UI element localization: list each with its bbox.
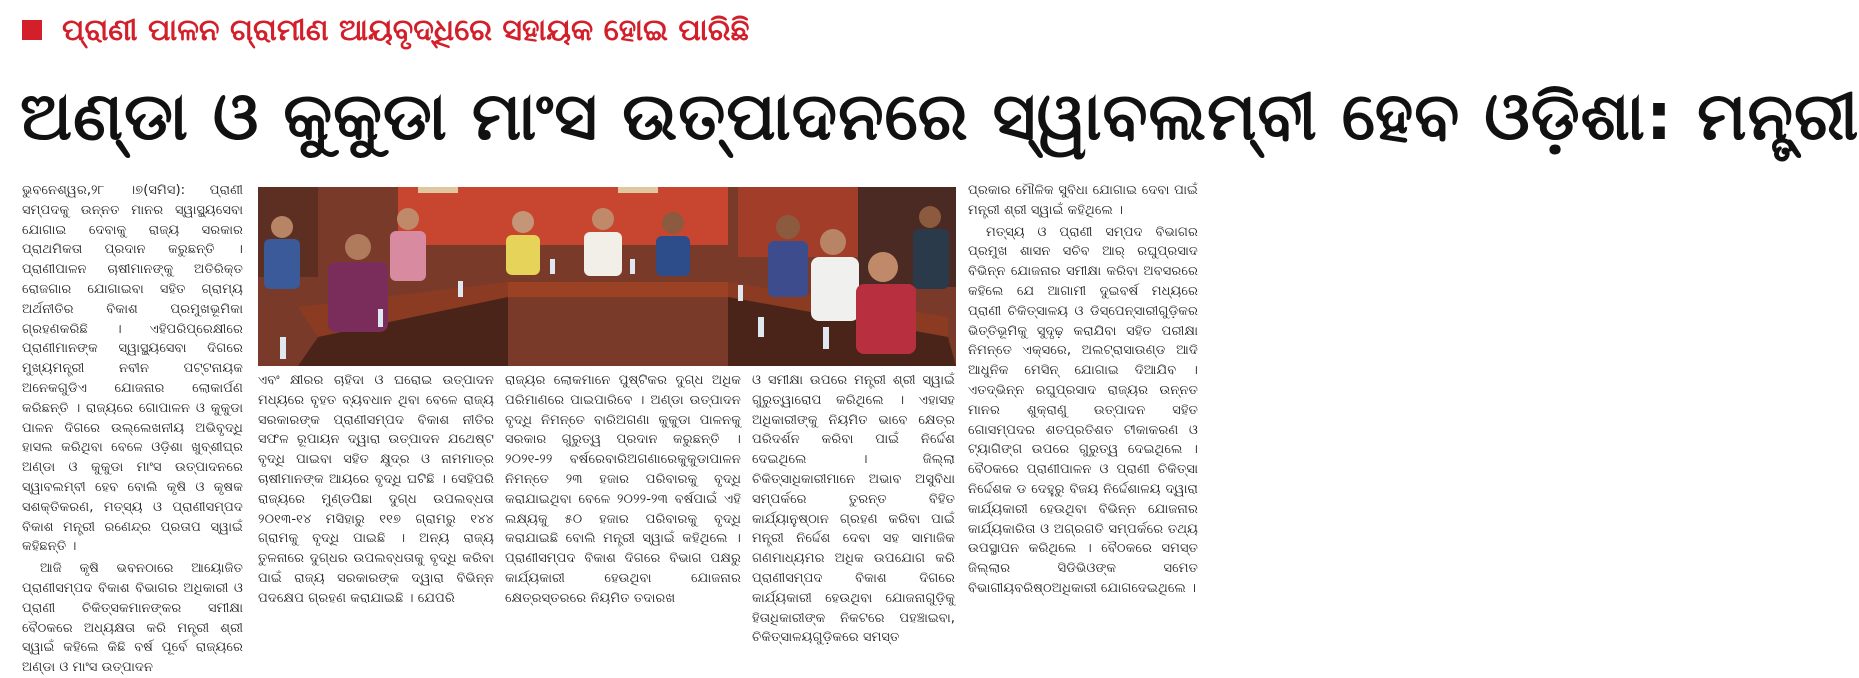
kicker <box>22 6 1202 54</box>
kicker-bullet-icon <box>22 20 42 40</box>
paragraph: ଆଜି କୃଷି ଭବନଠାରେ ଆୟୋଜିତ ପ୍ରାଣୀସମ୍ପଦ ବିକାଶ ବିଭାଗର ଅଧିକାରୀ ଓ ପ୍ରାଣୀ ଚିକିତ୍ସକମାନଙ୍କର ସମୀକ୍ଷା ବୈଠକରେ ଅଧ୍ୟକ୍ଷତା କରି ମନ୍ତ୍ରୀ ଶ୍ରୀ ସ୍ୱାଇଁ କହିଲେ କିଛି ବର୍ଷ ପୂର୍ବେ ରାଜ୍ୟରେ ଅଣ୍ଡା ଓ ମାଂସ ଉତ୍ପାଦନ <box>22 561 243 676</box>
article-column-1 <box>22 181 243 676</box>
headline: ଅଣ୍ଡା ଓ କୁକୁଡା ମାଂସ ଉତ୍ପାଦନରେ ସ୍ୱାବଲମ୍ବୀ ହେବ ଓଡ଼ିଶା: ମନ୍ତ୍ରୀ <box>20 78 1859 155</box>
meeting-photo-illustration <box>258 187 956 366</box>
meeting-photo <box>258 187 956 366</box>
article-column-3 <box>505 371 741 640</box>
article-column-5 <box>968 181 1198 640</box>
article-column-2 <box>258 371 494 640</box>
article-column-4 <box>752 371 955 646</box>
kicker-text: ପ୍ରାଣୀ ପାଳନ ଗ୍ରାମୀଣ ଆୟବୃଦ୍ଧିରେ ସହାୟକ ହୋଇ ପାରିଛି <box>62 12 750 48</box>
paragraph: ଓ ସମୀକ୍ଷା ଉପରେ ମନ୍ତ୍ରୀ ଶ୍ରୀ ସ୍ୱାଇଁ ଗୁରୁତ୍ୱାରୋପ କରିଥିଲେ । ଏହାସହ ଅଧିକାରୀଙ୍କୁ ନିୟମିତ ଭାବେ କ୍ଷେତ୍ର ପରିଦର୍ଶନ କରିବା ପାଇଁ ନିର୍ଦ୍ଦେଶ ଦେଇଥିଲେ । ଜିଲ୍ଲା ଚିକିତ୍ସାଧିକାରୀମାନେ ଅଭାବ ଅସୁବିଧା ସମ୍ପର୍କରେ ତୁରନ୍ତ ବିହିତ କାର୍ଯ୍ୟାନୁଷ୍ଠାନ ଗ୍ରହଣ କରିବା ପାଇଁ ମନ୍ତ୍ରୀ ନିର୍ଦ୍ଦେଶ ଦେବା ସହ ସାମାଜିକ ଗଣମାଧ୍ୟମର ଅଧିକ ଉପଯୋଗ କରି ପ୍ରାଣୀସମ୍ପଦ ବିକାଶ ଦିଗରେ କାର୍ଯ୍ୟକାରୀ ହେଉଥିବା ଯୋଜନାଗୁଡ଼ିକୁ ହିତାଧିକାରୀଙ୍କ ନିକଟରେ ପହଞ୍ଚାଇବା, ଚିକିତ୍ସାଳୟଗୁଡ଼ିକରେ ସମସ୍ତ <box>752 373 955 646</box>
paragraph: ଭୁବନେଶ୍ୱର,୨୮ ।୭(ସମିସ): ପ୍ରାଣୀ ସମ୍ପଦକୁ ଉନ୍ନତ ମାନର ସ୍ୱାସ୍ଥ୍ୟସେବା ଯୋଗାଇ ଦେବାକୁ ରାଜ୍ୟ ସରକାର ପ୍ରାଥମିକତା ପ୍ରଦାନ କରୁଛନ୍ତି । ପ୍ରାଣୀପାଳନ ଚାଷୀମାନଙ୍କୁ ଅତିରିକ୍ତ ରୋଜଗାର ଯୋଗାଇବା ସହିତ ଗ୍ରାମ୍ୟ ଅର୍ଥନୀତିର ବିକାଶ ପ୍ରମୁଖଭୂମିକା ଗ୍ରହଣକରିଛି । ଏହିପରିପ୍ରେକ୍ଷୀରେ ପ୍ରାଣୀମାନଙ୍କ ସ୍ୱାସ୍ଥ୍ୟସେବା ଦିଗରେ ମୁଖ୍ୟମନ୍ତ୍ରୀ ନବୀନ ପଟ୍ଟନାୟକ ଅନେକଗୁଡିଏ ଯୋଜନାର ଲୋକାର୍ପଣ କରିଛନ୍ତି । ରାଜ୍ୟରେ ଗୋପାଳନ ଓ କୁକୁଡା ପାଳନ ଦିଗରେ ଉଲ୍ଲେଖନୀୟ ଅଭିବୃଦ୍ଧି ହାସଲ କରିଥିବା ବେଳେ ଓଡ଼ିଶା ଖୁବ୍‌ଶୀଘ୍ର ଅଣ୍ଡା ଓ କୁକୁଡା ମାଂସ ଉତ୍ପାଦନରେ ସ୍ୱାବଲମ୍ବୀ ହେବ ବୋଲି କୃଷି ଓ କୃଷକ ସଶକ୍ତିକରଣ, ମତ୍ସ୍ୟ ଓ ପ୍ରାଣୀସମ୍ପଦ ବିକାଶ ମନ୍ତ୍ରୀ ରଣେନ୍ଦ୍ର ପ୍ରତାପ ସ୍ୱାଇଁ କହିଛନ୍ତି । <box>22 183 243 555</box>
paragraph: ମତ୍ସ୍ୟ ଓ ପ୍ରାଣୀ ସମ୍ପଦ ବିଭାଗର ପ୍ରମୁଖ ଶାସନ ସଚିବ ଆର୍‌ ରଘୁପ୍ରସାଦ ବିଭିନ୍ନ ଯୋଜନାର ସମୀକ୍ଷା କରିବା ଅବସରରେ କହିଲେ ଯେ ଆଗାମୀ ଦୁଇବର୍ଷ ମଧ୍ୟରେ ପ୍ରାଣୀ ଚିକିତ୍ସାଳୟ ଓ ଡିସ୍‌ପେନ୍‌ସାରୀଗୁଡ଼ିକର ଭିତ୍ତିଭୂମିକୁ ସୁଦୃଢ଼ କରାଯିବା ସହିତ ପରୀକ୍ଷା ନିମନ୍ତେ ଏକ୍ସରେ, ଅଲଟ୍ରାସାଉଣ୍ଡ ଆଦି ଆଧୁନିକ ମେସିନ୍‌ ଯୋଗାଇ ଦିଆଯିବ । ଏତଦ୍‌ଭିନ୍ନ ରଘୁପ୍ରସାଦ ରାଜ୍ୟର ଉନ୍ନତ ମାନର ଶୁକ୍ରାଣୁ ଉତ୍ପାଦନ ସହିତ ଗୋସମ୍ପଦର ଶତପ୍ରତିଶତ ଟୀକାକରଣ ଓ ଟ୍ୟାଗିଙ୍ଗ ଉପରେ ଗୁରୁତ୍ୱ ଦେଇଥିଲେ । ବୈଠକରେ ପ୍ରାଣୀପାଳନ ଓ ପ୍ରାଣୀ ଚିକିତ୍ସା ନିର୍ଦ୍ଦେଶକ ଡ ଦେହୁରୁ ବିଜୟ ନିର୍ଦ୍ଦେଶାଳୟ ଦ୍ୱାରା କାର୍ଯ୍ୟକାରୀ ହେଉଥିବା ବିଭିନ୍ନ ଯୋଜନାର କାର୍ଯ୍ୟକାରିତା ଓ ଅଗ୍ରଗତି ସମ୍ପର୍କରେ ତଥ୍ୟ ଉପସ୍ଥାପନ କରିଥିଲେ । ବୈଠକରେ ସମସ୍ତ ଜିଲ୍ଲାର ସିଡିଭିଓଙ୍କ ସମେତ ବିଭାଗୀୟବରିଷ୍ଠଅଧିକାରୀ ଯୋଗଦେଇଥିଲେ । <box>968 224 1198 596</box>
paragraph: ପ୍ରକାର ମୌଳିକ ସୁବିଧା ଯୋଗାଇ ଦେବା ପାଇଁ ମନ୍ତ୍ରୀ ଶ୍ରୀ ସ୍ୱାଇଁ କହିଥିଲେ । <box>968 183 1198 218</box>
paragraph: ରାଜ୍ୟର ଲୋକମାନେ ପୁଷ୍ଟିକର ଦୁଗ୍ଧ ଅଧିକ ପରିମାଣରେ ପାଇପାରିବେ । ଅଣ୍ଡା ଉତ୍ପାଦନ ବୃଦ୍ଧି ନିମନ୍ତେ ବାରିଅଗଣା କୁକୁଡା ପାଳନକୁ ସରକାର ଗୁରୁତ୍ୱ ପ୍ରଦାନ କରୁଛନ୍ତି । ୨୦୨୧-୨୨ ବର୍ଷରେବାରିଅଗଣାରେକୁକୁଡାପାଳନ ନିମନ୍ତେ ୨୩ ହଜାର ପରିବାରକୁ ବୃଦ୍ଧି କରାଯାଇଥିବା ବେଳେ ୨୦୨୨-୨୩ ବର୍ଷପାଇଁ ଏହି ଲକ୍ଷ୍ୟକୁ ୫୦ ହଜାର ପରିବାରକୁ ବୃଦ୍ଧି କରାଯାଇଛି ବୋଲି ମନ୍ତ୍ରୀ ସ୍ୱାଇଁ କହିଥିଲେ । ପ୍ରାଣୀସମ୍ପଦ ବିକାଶ ଦିଗରେ ବିଭାଗ ପକ୍ଷରୁ କାର୍ଯ୍ୟକାରୀ ହେଉଥିବା ଯୋଜନାର କ୍ଷେତ୍ରସ୍ତରରେ ନିୟମିତ ତଦାରଖ <box>505 373 741 606</box>
paragraph: ଏବଂ କ୍ଷୀରର ଚାହିଦା ଓ ଘରୋଇ ଉତ୍ପାଦନ ମଧ୍ୟରେ ବୃହତ ବ୍ୟବଧାନ ଥିବା ବେଳେ ରାଜ୍ୟ ସରକାରଙ୍କ ପ୍ରାଣୀସମ୍ପଦ ବିକାଶ ନୀତିର ସଫଳ ରୂପାୟନ ଦ୍ୱାରା ଉତ୍ପାଦନ ଯଥେଷ୍ଟ ବୃଦ୍ଧି ପାଇବା ସହିତ କ୍ଷୁଦ୍ର ଓ ନାମମାତ୍ର ଚାଷୀମାନଙ୍କ ଆୟରେ ବୃଦ୍ଧି ଘଟିଛି । ସେହିପରି ରାଜ୍ୟରେ ମୁଣ୍ଡପିଛା ଦୁଗ୍ଧ ଉପଲବ୍ଧତା ୨୦୧୩-୧୪ ମସିହାରୁ ୧୧୭ ଗ୍ରାମରୁ ୧୪୪ ଗ୍ରାମକୁ ବୃଦ୍ଧି ପାଇଛି । ଅନ୍ୟ ରାଜ୍ୟ ତୁଳନାରେ ଦୁଗ୍ଧର ଉପଲବ୍ଧତାକୁ ବୃଦ୍ଧି କରିବା ପାଇଁ ରାଜ୍ୟ ସରକାରଙ୍କ ଦ୍ୱାରା ବିଭିନ୍ନ ପଦକ୍ଷେପ ଗ୍ରହଣ କରାଯାଇଛି । ଯେପରି <box>258 373 494 606</box>
